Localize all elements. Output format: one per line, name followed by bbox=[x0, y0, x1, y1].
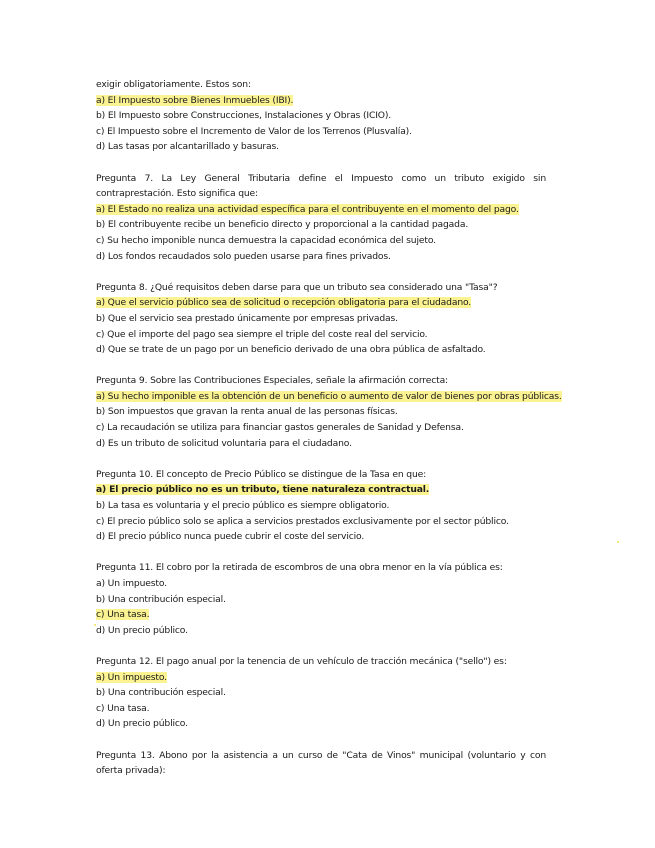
highlight-speck bbox=[94, 624, 96, 626]
question-11 bbox=[96, 560, 546, 638]
question-7 bbox=[96, 171, 546, 265]
answer-text: a) Su hecho imponible es la obtención de un beneficio o aumento de valor de bienes por obras públicas. bbox=[96, 390, 562, 402]
answer-option: b) Una contribución especial. bbox=[96, 593, 226, 605]
answer-option: c) La recaudación se utiliza para financiar gastos generales de Sanidad y Defensa. bbox=[96, 422, 464, 434]
answer-text: a) Que el servicio público sea de solicitud o recepción obligatoria para el ciudadano. bbox=[96, 297, 472, 309]
intro-lead: exigir obligatoriamente. Estos son: bbox=[96, 79, 251, 90]
answer-option: d) Es un tributo de solicitud voluntaria para el ciudadano. bbox=[96, 437, 352, 449]
question-13 bbox=[96, 748, 546, 779]
answer-text: a) El Impuesto sobre Bienes Inmuebles (IBI). bbox=[96, 94, 294, 106]
intro-block bbox=[96, 77, 546, 155]
question-text: Pregunta 8. ¿Qué requisitos deben darse para que un tributo sea considerado una "Tasa"? bbox=[96, 281, 498, 293]
answer-option bbox=[96, 93, 546, 109]
answer-text: a) El Estado no realiza una actividad específica para el contribuyente en el momento del pago. bbox=[96, 203, 519, 215]
answer-option bbox=[96, 202, 546, 218]
answer-option: d) Los fondos recaudados solo pueden usarse para fines privados. bbox=[96, 250, 391, 262]
answer-option: c) El precio público solo se aplica a servicios prestados exclusivamente por el sector público. bbox=[96, 515, 509, 527]
answer-option bbox=[96, 389, 562, 405]
answer-option: b) La tasa es voluntaria y el precio público es siempre obligatorio. bbox=[96, 500, 390, 512]
question-text: Pregunta 9. Sobre las Contribuciones Especiales, señale la afirmación correcta: bbox=[96, 375, 448, 387]
question-text: Pregunta 11. El cobro por la retirada de escombros de una obra menor en la vía pública es: bbox=[96, 562, 503, 574]
question-12 bbox=[96, 654, 546, 732]
question-text: Pregunta 13. Abono por la asistencia a un curso de "Cata de Vinos" municipal (voluntario y con oferta privada): bbox=[96, 749, 546, 777]
highlight-speck bbox=[617, 541, 619, 543]
answer-option: c) Su hecho imponible nunca demuestra la capacidad económica del sujeto. bbox=[96, 234, 436, 246]
answer-text: a) Un impuesto. bbox=[96, 671, 167, 683]
answer-option: d) Las tasas por alcantarillado y basuras. bbox=[96, 141, 279, 153]
exam-text bbox=[96, 77, 562, 779]
question-8 bbox=[96, 280, 546, 358]
question-text: Pregunta 10. El concepto de Precio Público se distingue de la Tasa en que: bbox=[96, 468, 427, 480]
answer-option: c) Una tasa. bbox=[96, 702, 150, 714]
answer-option bbox=[96, 482, 546, 498]
question-9 bbox=[96, 373, 562, 451]
answer-option: d) Un precio público. bbox=[96, 624, 188, 636]
answer-option: b) El contribuyente recibe un beneficio directo y proporcional a la cantidad pagada. bbox=[96, 219, 469, 231]
answer-text: a) El precio público no es un tributo, tiene naturaleza contractual. bbox=[96, 484, 430, 496]
question-text: Pregunta 7. La Ley General Tributaria define el Impuesto como un tributo exigido sin contraprestación. Esto significa que: bbox=[96, 172, 546, 200]
answer-option: b) Son impuestos que gravan la renta anual de las personas físicas. bbox=[96, 406, 398, 418]
answer-text: c) Una tasa. bbox=[96, 609, 150, 621]
answer-option: a) Un impuesto. bbox=[96, 578, 167, 589]
answer-option bbox=[96, 670, 546, 686]
answer-option bbox=[96, 607, 546, 623]
answer-option: d) Que se trate de un pago por un beneficio derivado de una obra pública de asfaltado. bbox=[96, 344, 486, 356]
question-10 bbox=[96, 467, 546, 545]
answer-option: b) Una contribución especial. bbox=[96, 687, 226, 699]
answer-option: b) El Impuesto sobre Construcciones, Instalaciones y Obras (ICIO). bbox=[96, 110, 392, 122]
answer-option: c) El Impuesto sobre el Incremento de Valor de los Terrenos (Plusvalía). bbox=[96, 125, 412, 137]
question-text: Pregunta 12. El pago anual por la tenencia de un vehículo de tracción mecánica ("sello") es: bbox=[96, 655, 507, 667]
answer-option: d) El precio público nunca puede cubrir el coste del servicio. bbox=[96, 531, 365, 543]
answer-option bbox=[96, 295, 546, 311]
answer-option: d) Un precio público. bbox=[96, 718, 188, 730]
answer-option: b) Que el servicio sea prestado únicamente por empresas privadas. bbox=[96, 312, 398, 324]
answer-option: c) Que el importe del pago sea siempre el triple del coste real del servicio. bbox=[96, 328, 428, 340]
